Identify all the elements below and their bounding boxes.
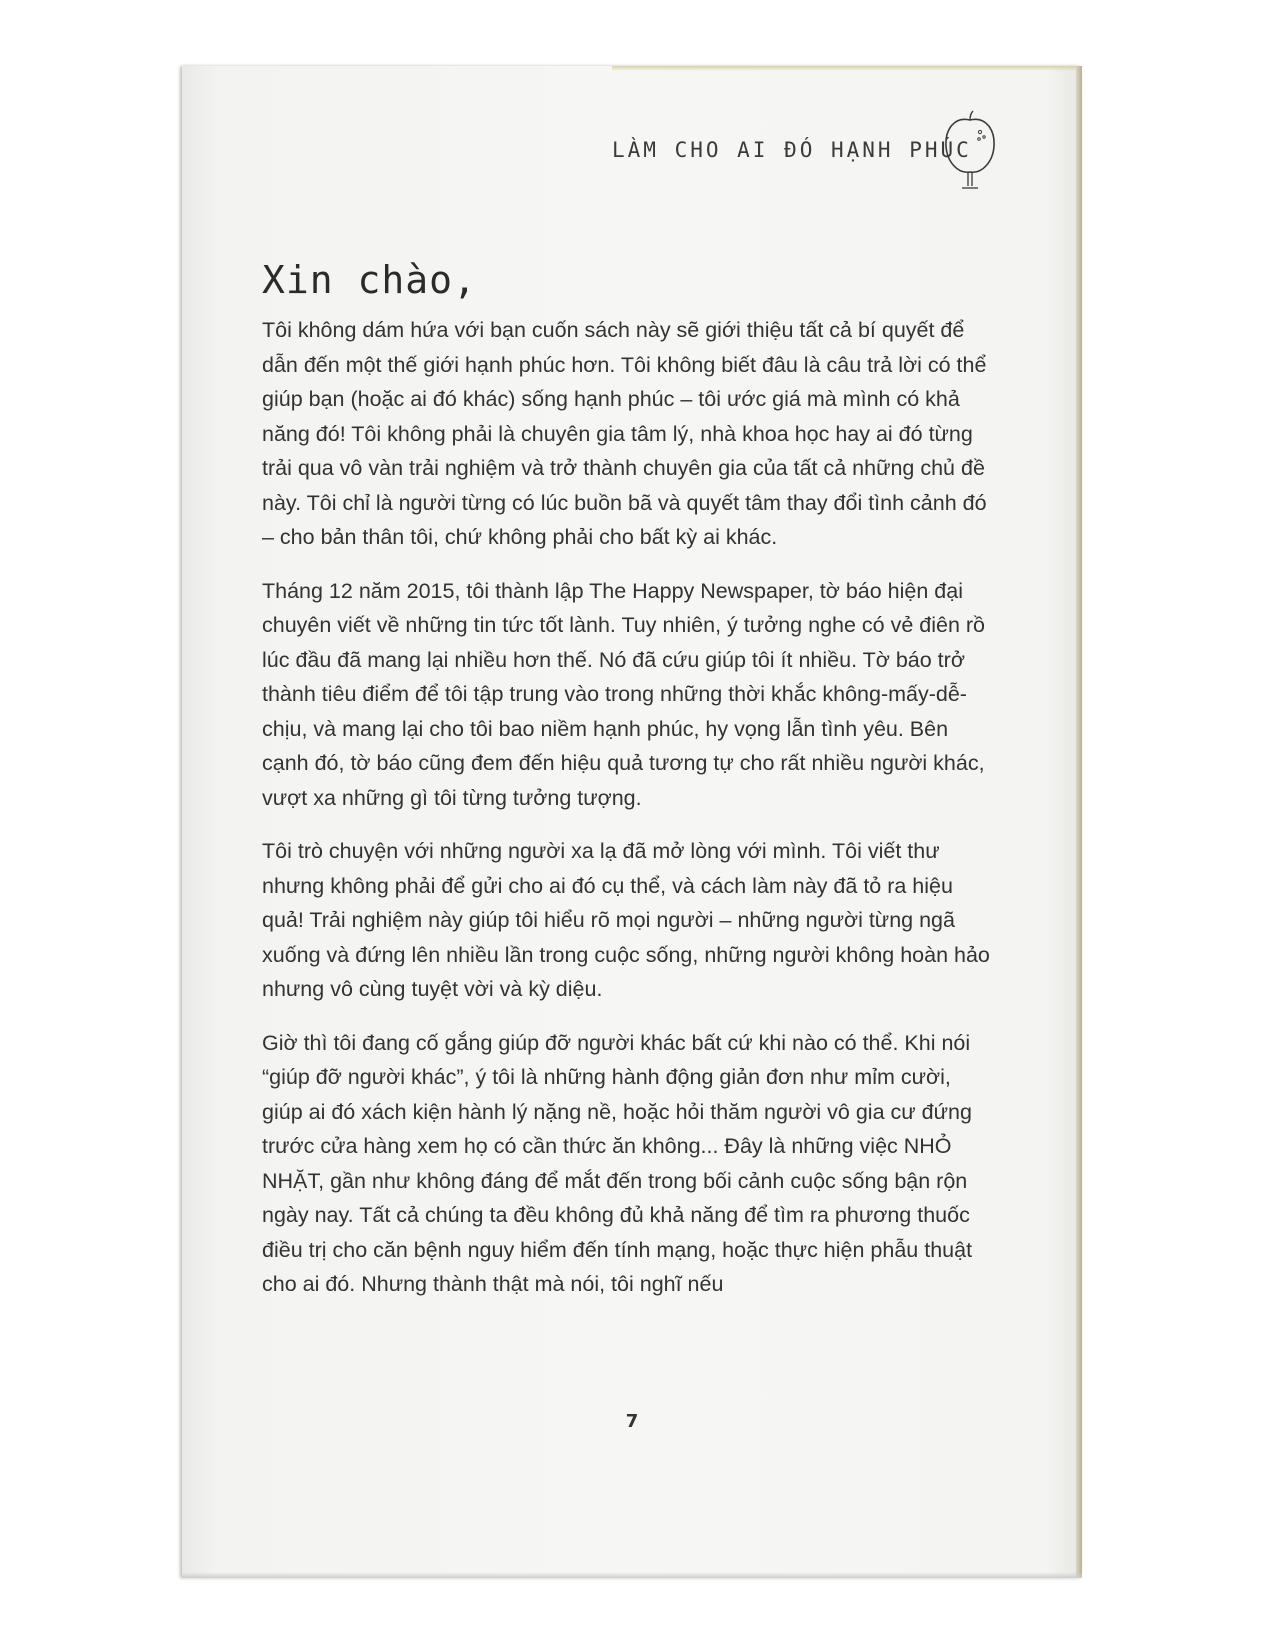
page-right-edge	[1076, 66, 1082, 1578]
greeting-heading: Xin chào,	[262, 258, 477, 302]
page-bottom-edge	[182, 1572, 1082, 1578]
paragraph-4: Giờ thì tôi đang cố gắng giúp đỡ người khác bất cứ khi nào có thể. Khi nói “giúp đỡ người khác”, ý tôi là những hành động giản đơn như mỉm cười, giúp ai đó xách kiện hành lý nặng nề, hoặc hỏi thăm người vô gia cư đứng trước cửa hàng xem họ có cần thức ăn không... Đây là những việc NHỎ NHẶT, gần như không đáng để mắt đến trong bối cảnh cuộc sống bận rộn ngày nay. Tất cả chúng ta đều không đủ khả năng để tìm ra phương thuốc điều trị cho căn bệnh nguy hiểm đến tính mạng, hoặc thực hiện phẫu thuật cho ai đó. Nhưng thành thật mà nói, tôi nghĩ nếu	[262, 1030, 973, 1296]
running-header: LÀM CHO AI ĐÓ HẠNH PHÚC	[612, 138, 972, 162]
apple-icon	[940, 108, 1000, 194]
paragraph-3: Tôi trò chuyện với những người xa lạ đã mở lòng với mình. Tôi viết thư nhưng không phải để gửi cho ai đó cụ thể, và cách làm này đã tỏ ra hiệu quả! Trải nghiệm này giúp tôi hiểu rõ mọi người – những người từng ngã xuống và đứng lên nhiều lần trong cuộc sống, những người không hoàn hảo nhưng vô cùng tuyệt vời và kỳ diệu.	[262, 839, 990, 1001]
page-top-edge	[612, 66, 1082, 71]
book-page	[182, 66, 1082, 1578]
paragraph-1: Tôi không dám hứa với bạn cuốn sách này sẽ giới thiệu tất cả bí quyết để dẫn đến một thế giới hạnh phúc hơn. Tôi không biết đâu là câu trả lời có thể giúp bạn (hoặc ai đó khác) sống hạnh phúc – tôi ước giá mà mình có khả năng đó! Tôi không phải là chuyên gia tâm lý, nhà khoa học hay ai đó từng trải qua vô vàn trải nghiệm và trở thành chuyên gia của tất cả những chủ đề này. Tôi chỉ là người từng có lúc buồn bã và quyết tâm thay đổi tình cảnh đó – cho bản thân tôi, chứ không phải cho bất kỳ ai khác.	[262, 318, 987, 549]
paragraph-2: Tháng 12 năm 2015, tôi thành lập The Happy Newspaper, tờ báo hiện đại chuyên viết về những tin tức tốt lành. Tuy nhiên, ý tưởng nghe có vẻ điên rồ lúc đầu đã mang lại nhiều hơn thế. Nó đã cứu giúp tôi ít nhiều. Tờ báo trở thành tiêu điểm để tôi tập trung vào trong những thời khắc không-mấy-dễ-chịu, và mang lại cho tôi bao niềm hạnh phúc, hy vọng lẫn tình yêu. Bên cạnh đó, tờ báo cũng đem đến hiệu quả tương tự cho rất nhiều người khác, vượt xa những gì tôi từng tưởng tượng.	[262, 578, 986, 810]
body-text	[262, 313, 990, 1321]
page-number: 7	[625, 1411, 639, 1432]
